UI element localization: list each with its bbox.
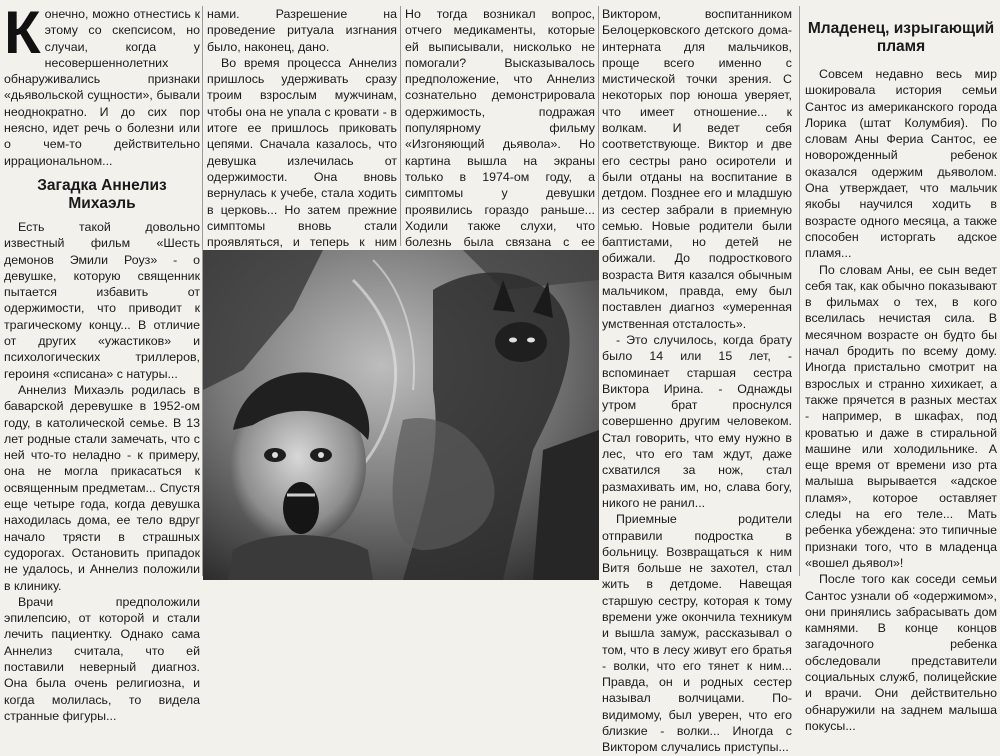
article-paragraph: Виктором, воспитанником Белоцерковского детского дома-интерната для мальчиков, проще всего именно с мистической точки зрения. С некоторых пор юноша уверяет, что имеет отношение... к волкам. И ведет себя соответствующе. Виктор и две его сестры рано осиротели и были отданы на воспитание в детдом. Позднее его и младшую из сестер забрали в приемную семью. Новые родители были баптистами, но детей не обижали. До подросткового возраста Витя казался обычным мальчиком, правда, ему был поставлен диагноз «умеренная умственная отсталость». <box>602 7 792 331</box>
article-paragraph: - Это случилось, когда брату было 14 или 15 лет, - вспоминает старшая сестра Виктора Ирина. - Однажды утром брат проснулся совершенно другим человеком. Стал говорить, что ему нужно в лес, что его там ждут, даже схватился за нож, стал размахивать им, но, слава богу, никого не ранил... <box>602 332 792 510</box>
article-paragraph: Аннелиз Михаэль родилась в баварской деревушке в 1952-ом году, в католической семье. В 13 лет родные стали замечать, что с ней что-то неладно - к примеру, она не могла прикасаться к освященным предметам... Спустя еще четыре года, когда девушка находилась дома, ее тело вдруг начало трясти в страшных судорогах. Остановить припадок не удалось, и Аннелиз положили в клинику. <box>4 382 200 593</box>
article-paragraph: После того как соседи семьи Сантос узнали об «одержимом», они принялись забрасывать дом камнями. В конце концов загадочного ребенка обследовали представители социальных служб, полицейские и врачи. Они действительно обнаружили на заднем малыша покусы... <box>805 572 997 733</box>
drop-cap-letter: К <box>4 0 41 66</box>
column-divider <box>799 6 800 576</box>
column-4 <box>602 6 792 755</box>
article-paragraph: Приемные родители отправили подростка в больницу. Возвращаться к ним Витя больше не захотел, стал жить в детдоме. Навещая старшую сестру, которая к тому времени уже окончила техникум и вышла замуж, рассказывал о том, что в лесу живут его братья - волки, что его тянет к ним... Правда, он и родных сестер называл волчицами. По-видимому, был уверен, что его близкие - волки... Иногда с Виктором случались приступы... <box>602 512 792 755</box>
column-5 <box>805 6 997 733</box>
article-illustration <box>203 250 599 580</box>
article-paragraph: Во время процесса Аннелиз пришлось удерживать сразу троим взрослым мужчинам, чтобы она не упала с кровати - в итоге ее пришлось приковать цепями. Сначала казалось, что девушка излечилась от одержимости. Она вновь вернулась к учебе, стала ходить в церковь... Но затем прежние симптомы вновь стали проявляться, и теперь к ним <box>207 55 397 250</box>
column-divider <box>400 6 401 246</box>
article-paragraph: нами. Разрешение на проведение ритуала изгнания было, наконец, дано. <box>207 7 397 54</box>
article-paragraph: По словам Аны, ее сын ведет себя так, как обычно показывают в фильмах о тех, в кого вселилась нечистая сила. В месячном возрасте он будто бы начал бродить по всему дому. Иногда пристально смотрит на взрослых и странно хихикает, а также прячется в разных местах - например, в шкафах, под кроватью и даже в стиральной машине или холодильнике. А еще время от времени изо рта малыша вырывается «адское пламя», которое оставляет следы на его теле... Мать ребенка убеждена: это типичные признаки того, что в младенца «вошел дьявол»! <box>805 262 997 570</box>
article-heading-annelise: Загадка Аннелиз Михаэль <box>37 176 167 212</box>
column-2 <box>207 6 397 250</box>
demon-illustration-image <box>203 250 599 580</box>
article-heading-santos: Младенец, изрыгающий пламя <box>807 20 995 55</box>
column-1 <box>4 0 200 723</box>
article-paragraph: Но тогда возникал вопрос, отчего медикаменты, которые ей выписывали, нисколько не помогали? Высказывалось предположение, что Аннелиз сознательно демонстрировала одержимость, подражая популярному фильму «Изгоняющий дьявола». Но картина вышла на экраны только в 1974-ом году, а симптомы у девушки проявились гораздо раньше... Ходили также слухи, что болезнь была связана с ее <box>405 7 595 250</box>
article-paragraph: Совсем недавно весь мир шокировала история семьи Сантос из американского города Лорика (штат Колумбия). По словам Аны Фериа Сантос, ее новорожденный ребенок оказался одержим дьяволом. Она утверждает, что мальчик якобы научился ходить в возрасте одного месяца, а также способен исторгать адское пламя... <box>805 67 997 261</box>
article-paragraph: Врачи предположили эпилепсию, от которой и стали лечить пациентку. Однако сама Аннелиз считала, что ей поставили неверный диагноз. Она была очень религиозна, и когда молилась, то видела странные фигуры... <box>4 594 200 723</box>
column-3 <box>405 6 595 250</box>
intro-paragraph: онечно, можно отнестись к этому со скепсисом, но случаи, когда у несовершеннолетних обнаруживались признаки «дьявольской сущности», бывали неоднократно. И до сих пор неясно, идет речь о болезни или о чем-то действительно иррациональном... <box>4 7 200 168</box>
article-paragraph: Есть такой довольно известный фильм «Шесть демонов Эмили Роуз» - о девушке, которую священник пытается избавить от одержимости, что приводит к трагическому концу... В отличие от других «ужастиков» и психологических триллеров, героиня «списана» с натуры... <box>4 219 200 381</box>
